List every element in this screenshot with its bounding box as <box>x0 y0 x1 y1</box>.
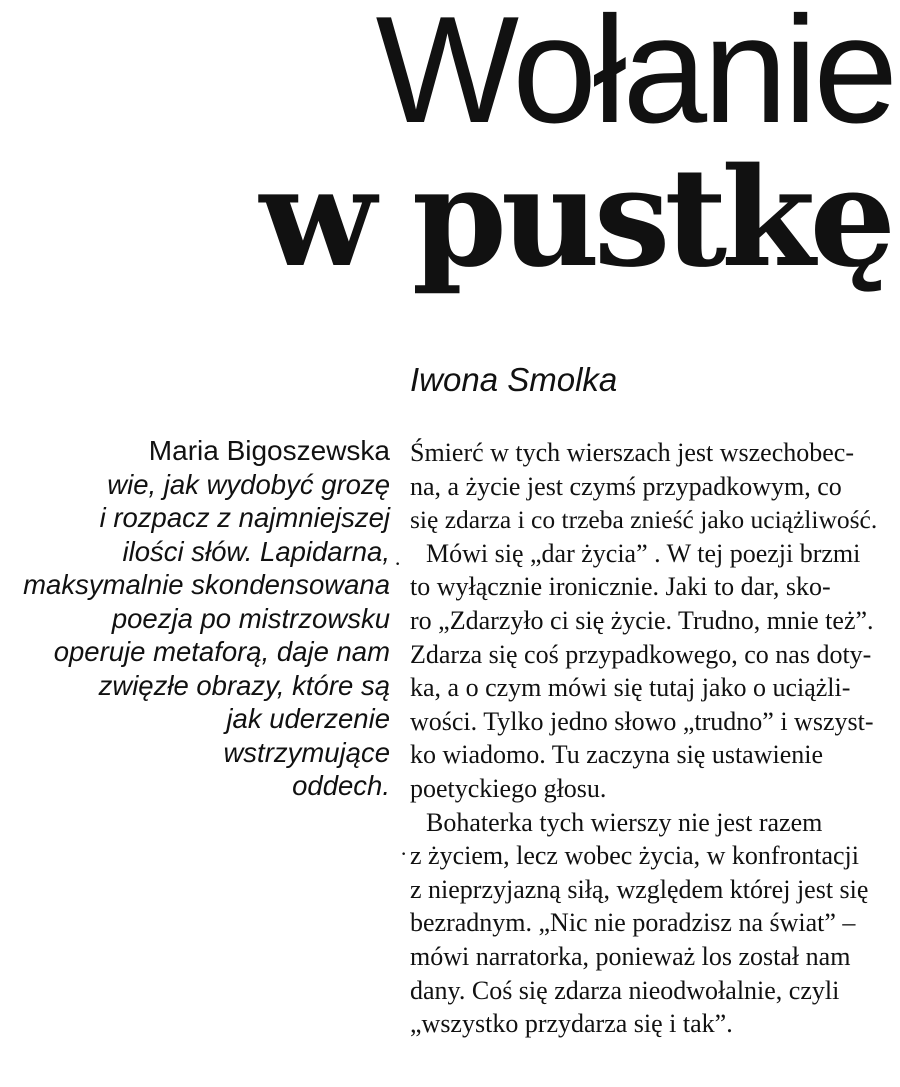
pull-quote-line: zwięzłe obrazy, które są <box>98 669 390 701</box>
headline-line-1: Wołanie <box>375 0 894 155</box>
body-line: ko wiadomo. Tu zaczyna się ustawienie <box>410 740 824 770</box>
body-line: Śmierć w tych wierszach jest wszechobec- <box>410 438 854 467</box>
body-line: się zdarza i co trzeba znieść jako uciążliwość. <box>410 505 878 535</box>
pull-quote-line: operuje metaforą, daje nam <box>53 636 390 667</box>
pull-quote-line: jak uderzenie <box>226 703 390 734</box>
pull-quote-line: oddech. <box>292 770 390 801</box>
bullet-marker: · <box>400 841 408 866</box>
body-line: z życiem, lecz wobec życia, w konfrontacji <box>410 841 859 871</box>
pull-quote-line: i rozpacz z najmniejszej <box>99 502 390 533</box>
body-line: Zdarza się coś przypadkowego, co nas doty- <box>410 639 872 669</box>
author-byline: Iwona Smolka <box>410 361 618 398</box>
body-line: „wszystko przydarza się i tak”. <box>410 1009 733 1039</box>
body-line: ro „Zdarzyło ci się życie. Trudno, mnie też”. <box>410 605 874 635</box>
pull-quote-line: Maria Bigoszewska <box>148 435 390 466</box>
body-line: ka, a o czym mówi się tutaj jako o uciążli- <box>410 673 851 703</box>
body-line: na, a życie jest czymś przypadkowym, co <box>410 471 842 501</box>
pull-quote-line: ilości słów. Lapidarna, <box>122 535 390 567</box>
body-line: Mówi się „dar życia” . W tej poezji brzmi <box>426 538 861 568</box>
headline-line-2: w pustkę <box>259 138 890 298</box>
body-line: to wyłącznie ironicznie. Jaki to dar, sko- <box>410 572 831 602</box>
pull-quote-line: wie, jak wydobyć grozę <box>107 468 390 500</box>
bullet-marker: · <box>394 551 402 576</box>
body-line: Bohaterka tych wierszy nie jest razem <box>426 807 823 837</box>
article-body <box>410 436 880 1041</box>
pull-quote-line: wstrzymujące <box>223 736 390 768</box>
pull-quote-line: maksymalnie skondensowana <box>23 569 390 600</box>
body-line: z nieprzyjazną siłą, względem której jest się <box>410 874 869 904</box>
body-line: poetyckiego głosu. <box>410 773 607 803</box>
pull-quote-line: poezja po mistrzowsku <box>111 602 390 634</box>
body-line: dany. Coś się zdarza nieodwołalnie, czyli <box>410 975 840 1005</box>
body-line: wości. Tylko jedno słowo „trudno” i wszyst- <box>410 706 874 736</box>
pull-quote <box>0 434 390 803</box>
body-line: bezradnym. „Nic nie poradzisz na świat” – <box>410 908 856 938</box>
body-line: mówi narratorka, ponieważ los został nam <box>410 941 851 971</box>
